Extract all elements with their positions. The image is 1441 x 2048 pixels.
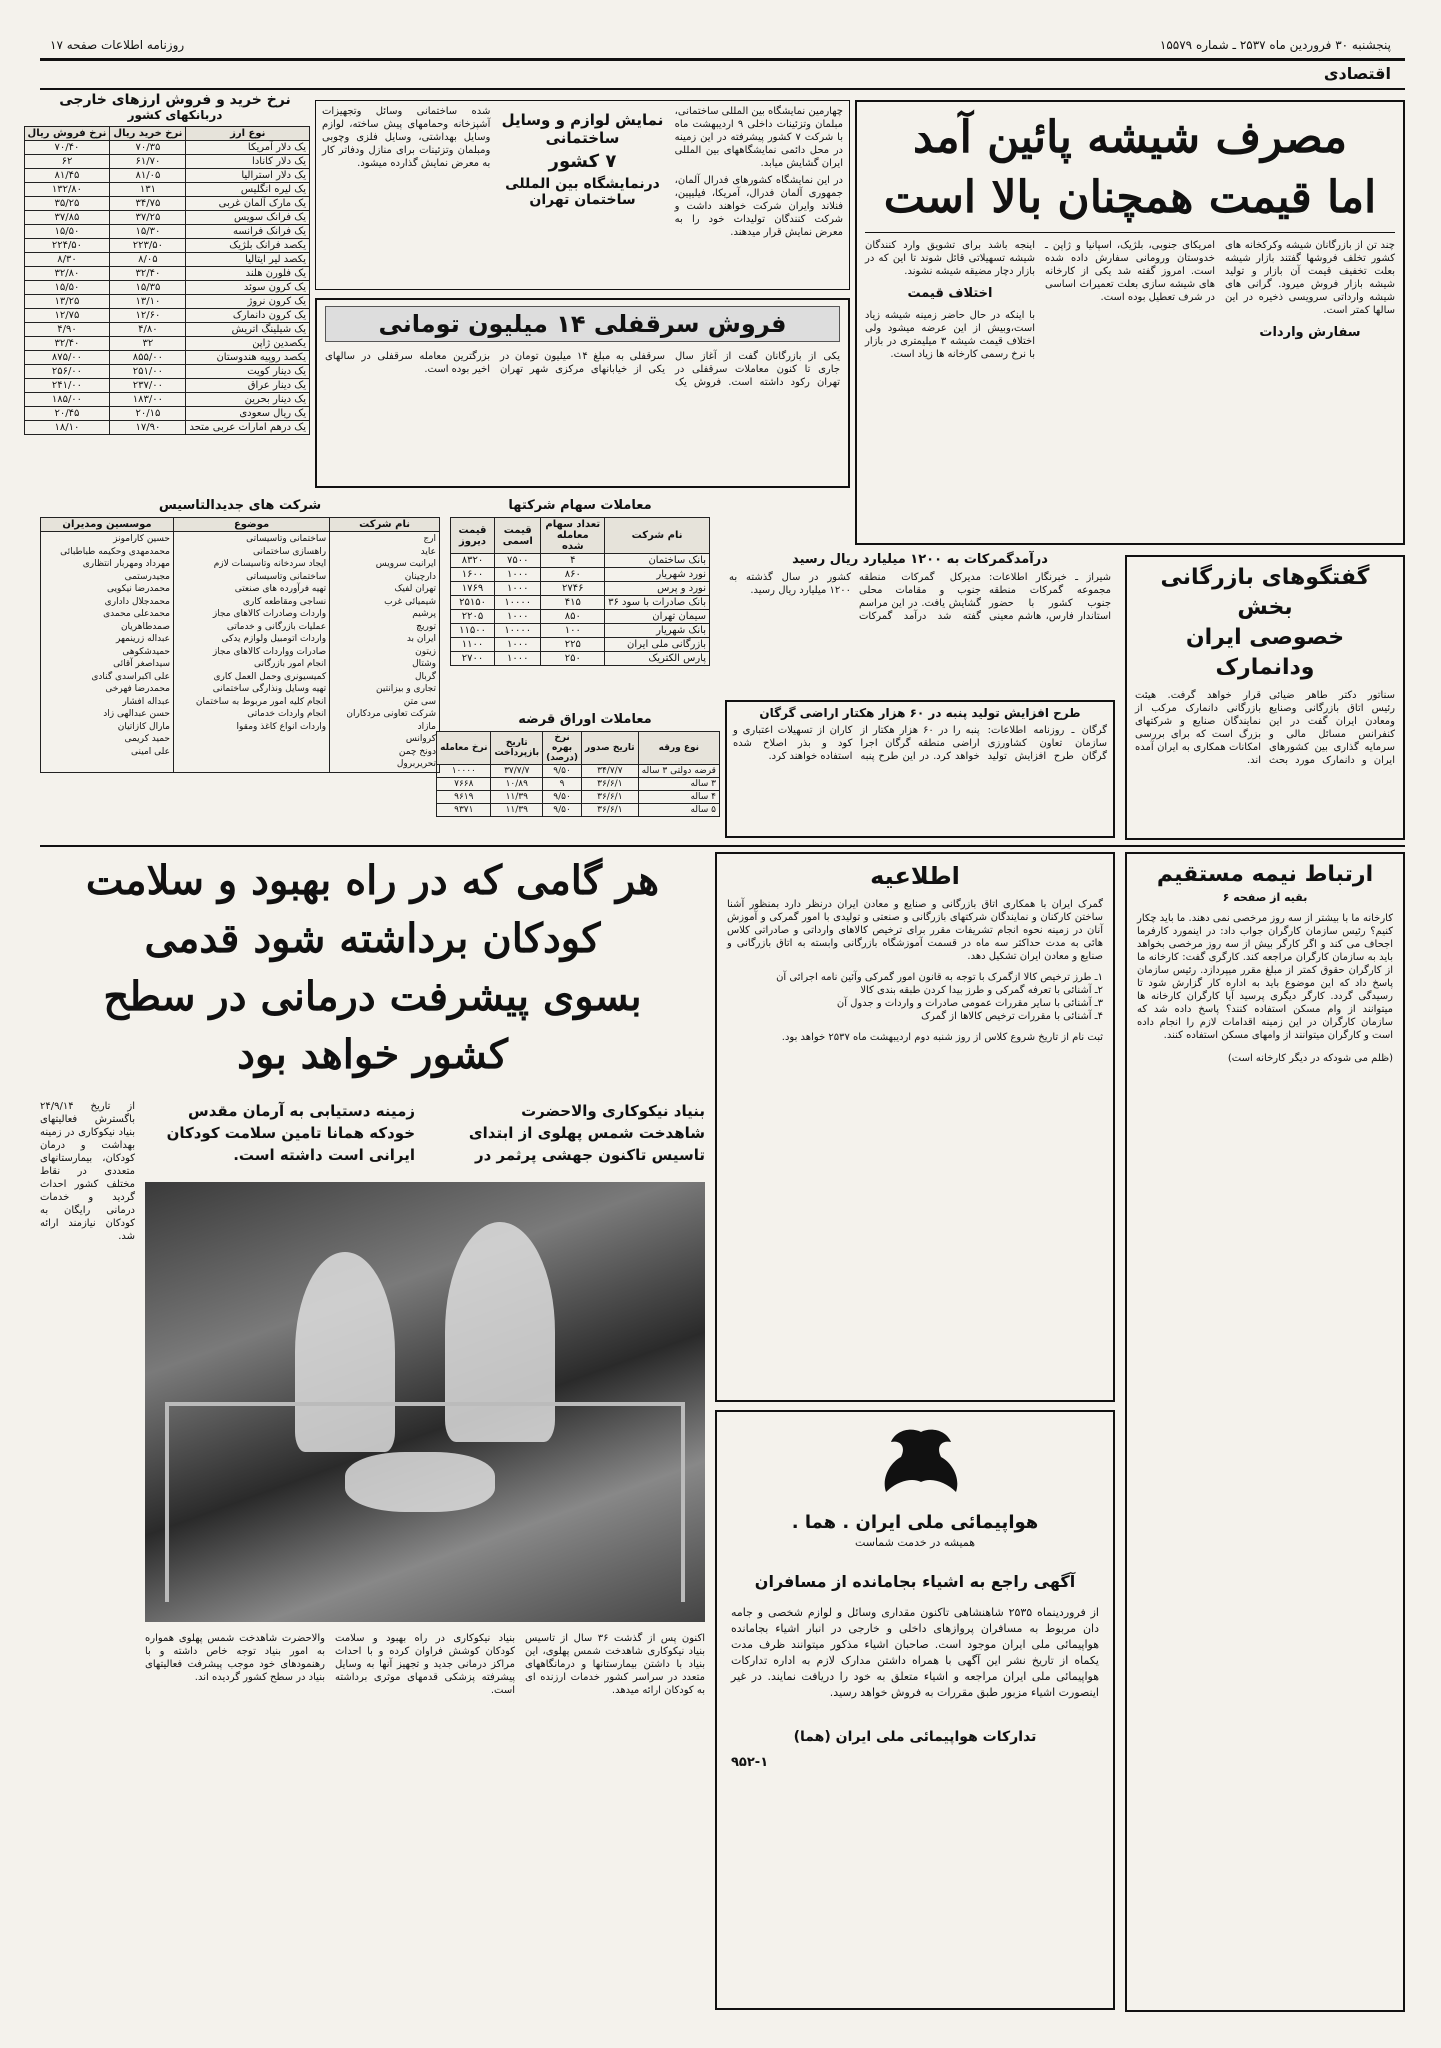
fx-row-cell: ۲۴۱/۰۰ [24, 379, 110, 393]
fx-row-cell: یک درهم امارات عربی متحد [186, 421, 310, 435]
bonds-row-cell: ۷۶۶۸ [437, 778, 491, 791]
shares-row-cell: ۱۰۰۰ [495, 610, 541, 624]
companies-col-founders: موسسین ومدیران [41, 518, 174, 532]
shares-row [451, 638, 710, 652]
customs-article [725, 550, 1115, 690]
talks-title-2: خصوصی ایران ودانمارک [1185, 625, 1345, 680]
notice-title: اطلاعیه [870, 862, 960, 890]
shares-row-cell: ۱۰۰۰۰ [495, 624, 541, 638]
fx-row-cell: ۳۲/۸۰ [24, 267, 110, 281]
fx-row-cell: یک فرانک سویس [186, 211, 310, 225]
shares-row [451, 610, 710, 624]
fx-row-cell: یک دلار کانادا [186, 155, 310, 169]
fx-row [24, 183, 309, 197]
bonds-row [437, 804, 720, 817]
cotton-body: گرگان ـ روزنامه اطلاعات: سازمان تعاون کشاورزی گرگان طرح افزایش تولید پنبه را در ۶۰ هزار هکتار از اراضی منطقه گرگان اجرا خواهد کرد. در این طرح پنبه کاران از تسهیلات اعتباری و کود و بذر اصلاح شده استفاده خواهند کرد. [733, 725, 1107, 762]
shares-row-cell: ۴۱۵ [541, 596, 605, 610]
shares-row-cell: ۱۰۰۰ [495, 582, 541, 596]
fx-row-cell: یک کرون سوئد [186, 281, 310, 295]
shares-row-cell: نورد و پرس [605, 582, 710, 596]
bonds-row-cell: ۳۶/۶/۱ [582, 791, 639, 804]
bonds-row-cell: ۹/۵۰ [543, 765, 582, 778]
expo-title-2: ۷ کشور [548, 151, 617, 172]
glass-subhead-price: اختلاف قیمت [907, 286, 993, 301]
shares-col-name: نام شرکت [605, 518, 710, 554]
talks-body: سناتور دکتر طاهر ضیائی رئیس اتاق بازرگانی وصنایع ومعادن ایران گفت در این کنفرانس مسائل مالی و سرمایه گذاری بین کشورهای ایران و دانمارک مورد بحث قرار خواهد گرفت. هیئت بازرگانی دانمارک مرکب از نمایندگان صنایع و شرکتهای بزرگ است که برای بررسی امکانات همکاری به ایران آمده اند. [1135, 690, 1395, 766]
children-sub-left-3: ایرانی است داشته است. [233, 1146, 415, 1164]
bonds-row-cell: قرضه دولتی ۳ ساله [638, 765, 719, 778]
shares-row-cell: ۱۰۰۰ [495, 568, 541, 582]
fx-row-cell: ۸۱/۴۵ [24, 169, 110, 183]
fx-row-cell: ۲۰/۴۵ [24, 407, 110, 421]
cotton-article [725, 700, 1115, 838]
fx-row [24, 197, 309, 211]
bonds-row-cell: ۱۰/۸۹ [491, 778, 543, 791]
bonds-row-cell: ۹/۵۰ [543, 804, 582, 817]
children-headline-3: بسوی پیشرفت درمانی در سطح [103, 973, 642, 1020]
bonds-col-maturity: تاریخ بازپرداخت [491, 732, 543, 765]
companies-col-name: نام شرکت [330, 518, 440, 532]
shares-table [450, 517, 710, 666]
homa-title: آگهی راجع به اشیاء بجامانده از مسافران [754, 1572, 1076, 1591]
bonds-row-cell: ۱۰۰۰۰ [437, 765, 491, 778]
shares-row [451, 624, 710, 638]
fx-row [24, 267, 309, 281]
semi-continued: بقیه از صفحه ۶ [1222, 891, 1308, 904]
fx-row-cell: ۱۵/۵۰ [24, 281, 110, 295]
fx-row-cell: ۱۳۲/۸۰ [24, 183, 110, 197]
bonds-row-cell: ۳۶/۶/۱ [582, 778, 639, 791]
children-headline-1: هر گامی که در راه بهبود و سلامت [85, 857, 660, 904]
fx-row-cell: ۱۸۵/۰۰ [24, 393, 110, 407]
children-col-mid-1: اکنون پس از گذشت ۳۶ سال از تاسیس بنیاد نیکوکاری شاهدخت شمس پهلوی، این بنیاد با داشتن بیمارستانها و درمانگاههای متعدد در سراسر کشور خدمات ارزنده ای به کودکان ارائه میدهد. [525, 1633, 705, 1696]
fx-row-cell: ۴/۹۰ [24, 323, 110, 337]
fx-row-cell: یک دینار کویت [186, 365, 310, 379]
fx-row-cell: یک فرانک فرانسه [186, 225, 310, 239]
fx-row-cell: ۱۵/۳۰ [110, 225, 186, 239]
fx-row-cell: یکصد لیر ایتالیا [186, 253, 310, 267]
talks-article [1125, 555, 1405, 840]
fx-row-cell: ۱۳/۱۰ [110, 295, 186, 309]
shares-row-cell: ۱۰۰۰ [495, 652, 541, 666]
fx-row-cell: ۷۰/۴۰ [24, 141, 110, 155]
expo-article [315, 100, 850, 290]
fx-row-cell: ۱۸۳/۰۰ [110, 393, 186, 407]
fx-row [24, 337, 309, 351]
fx-row-cell: ۶۲ [24, 155, 110, 169]
bonds-row-cell: ۳۴/۷/۷ [582, 765, 639, 778]
bonds-row-cell: ۱۱/۳۹ [491, 804, 543, 817]
fx-table [24, 126, 310, 435]
companies-names: ارج عاید ایرانیت سرویس دارچینان تهران لفیک شیمیائی غرب پرشیم توریچ ایران بد زیتون وشتال گربال تجاری و بیزانتین سی متن شرکت تعاونی مردکاران مازاد کروانس دونخ چمن تحریربرول [330, 532, 440, 773]
children-headline-2: کودکان برداشته شود قدمی [144, 915, 601, 962]
header-page-info: روزنامه اطلاعات صفحه ۱۷ [50, 38, 185, 52]
children-sub-left-2: خودکه همانا تامین سلامت کودکان [166, 1124, 415, 1142]
fx-col-sell: نرخ فروش ریال [24, 127, 110, 141]
fx-row-cell: یک لیره انگلیس [186, 183, 310, 197]
children-article [40, 852, 705, 2012]
shares-row [451, 652, 710, 666]
shares-row-cell: ۲۷۴۶ [541, 582, 605, 596]
shares-row-cell: ۲۲۵ [541, 638, 605, 652]
section-label: اقتصادی [1323, 64, 1391, 83]
children-photo [145, 1182, 705, 1622]
notice-items: ۱ـ طرز ترخیص کالا ازگمرک با توجه به قانون امور گمرکی وآئین نامه اجرائی آن ۲ـ آشنائی با تعرفه گمرکی و طرز بیدا کردن طبقه بندی کالا ۳ـ آشنائی با سایر مقررات عمومی صادرات و واردات و جدول آن ۴ـ آشنائی با مقررات ترخیص کالاها از گمرک [776, 972, 1103, 1022]
customs-body: شیراز ـ خبرنگار اطلاعات: مجموعه گمرکات منطقه جنوب کشور با حضور استاندار فارس، هاشم معینی مدیرکل گمرکات منطقه جنوب و مقامات محلی گشایش یافت. در این مراسم گفته شد درآمد گمرکات کشور در سال گذشته به ۱۲۰۰ میلیارد ریال رسید. [729, 572, 1111, 622]
fx-subtitle: دربانکهای کشور [127, 108, 223, 122]
shares-row-cell: بانک شهریار [605, 624, 710, 638]
expo-body-3: شده ساختمانی وسائل وتجهیزات آشپزخانه وحمامهای پیش ساخته، لوازم وسایل بهداشتی، وسایل فلزی وچوبی ومبلمان وتزئینات برای منازل ودفاتر کار به معرض نمایش گذارده میشود. [322, 106, 491, 169]
bonds-row-cell: ۹/۵۰ [543, 791, 582, 804]
shares-row-cell: ۲۵۱۵۰ [451, 596, 495, 610]
shares-row-cell: بانک صادرات با سود ۳۶ [605, 596, 710, 610]
shares-title: معاملات سهام شرکتها [508, 498, 652, 513]
shares-row [451, 582, 710, 596]
fx-row [24, 407, 309, 421]
shares-row-cell: ۲۲۰۵ [451, 610, 495, 624]
fx-row-cell: ۳۲/۴۰ [110, 267, 186, 281]
fx-row-cell: ۸۱/۰۵ [110, 169, 186, 183]
fx-row-cell: ۸/۳۰ [24, 253, 110, 267]
fx-row-cell: ۱۵/۵۰ [24, 225, 110, 239]
fx-row-cell: ۱۲/۷۵ [24, 309, 110, 323]
glass-body-2: امریکای جنوبی، بلژیک، اسپانیا و ژاپن ـ خدوستان ورومانی سفارش داده شده است. امروز گفته شد یکی از کارخانه های شیشه سازی بعلت تعمیرات اساسی در شرف تعطیل بوده است. [1045, 240, 1215, 303]
fx-row-cell: ۶۱/۷۰ [110, 155, 186, 169]
cotton-title: طرح افزایش تولید پنبه در ۶۰ هزار هکتار اراضی گرگان [759, 706, 1081, 720]
fx-row [24, 421, 309, 435]
expo-title-3: درنمایشگاه بین المللی ساختمان تهران [505, 176, 660, 208]
fx-row-cell: یک مارک آلمان غربی [186, 197, 310, 211]
shares-row [451, 554, 710, 568]
glass-body-3: اینجه باشد برای تشویق وارد کنندگان شیشه تسهیلاتی قائل شوند تا این که در بازار دچار مضیقه شیشه نشوند. [865, 240, 1035, 277]
fx-row [24, 351, 309, 365]
bonds-col-type: نوع ورقه [638, 732, 719, 765]
fx-row-cell: ۷۰/۳۵ [110, 141, 186, 155]
notice-body: گمرک ایران با همکاری اتاق بازرگانی و صنایع و معادن ایران درنظر دارد بمنظور آشنا ساختن کارکنان و نمایندگان شرکتهای بازرگانی و صنعتی و تولیدی با امور گمرکی و آموزش آنان در زمینه نحوه انجام تشریفات مقرر برای ترخیص کالاهای وارداتی و صادراتی کلاس هائی به مدت حداکثر سه ماه در قسمت آموزشگاه بازرگانی وابسته به اتاق بازرگانی و صنایع و معادن ایران تشکیل دهد. [727, 899, 1103, 962]
semi-sign: (ظلم می شودکه در دیگر کارخانه است) [1227, 1053, 1393, 1064]
children-sub-right-2: شاهدخت شمس پهلوی از ابتدای [468, 1124, 705, 1142]
fx-row-cell: یک دلار استرالیا [186, 169, 310, 183]
fx-row-cell: ۲۲۴/۵۰ [24, 239, 110, 253]
homa-code: ۹۵۲-۱ [731, 1755, 769, 1770]
fx-row [24, 309, 309, 323]
fx-row [24, 239, 309, 253]
children-sub-right-3: تاسیس تاکنون جهشی پرثمر در [474, 1146, 705, 1164]
bonds-row-cell: ۴ ساله [638, 791, 719, 804]
sarghofli-article [315, 298, 850, 488]
children-col-mid-3: والاحضرت شاهدخت شمس پهلوی همواره به امور بنیاد توجه خاص داشته و با رهنمودهای خود موجب پیشرفت فعالیتهای بنیاد در سطح کشور گردیده اند. [145, 1633, 325, 1683]
shares-row-cell: پارس الکتریک [605, 652, 710, 666]
fx-row [24, 211, 309, 225]
shares-row-cell: ۱۰۰۰ [495, 638, 541, 652]
fx-row-cell: یک شیلینگ اتریش [186, 323, 310, 337]
semi-article [1125, 852, 1405, 2012]
fx-col-currency: نوع ارز [186, 127, 310, 141]
fx-row-cell: یکصدین ژاپن [186, 337, 310, 351]
fx-row [24, 281, 309, 295]
fx-row-cell: یکصد فرانک بلژیک [186, 239, 310, 253]
fx-row-cell: ۳۲ [110, 337, 186, 351]
fx-row [24, 393, 309, 407]
shares-col-price: قیمت دیروز [451, 518, 495, 554]
fx-row [24, 225, 309, 239]
fx-title: نرخ خرید و فروش ارزهای خارجی [59, 92, 291, 108]
shares-row-cell: ۱۷۶۹ [451, 582, 495, 596]
bonds-col-date: تاریخ صدور [582, 732, 639, 765]
notice-footer: ثبت نام از تاریخ شروع کلاس از روز شنبه دوم اردیبهشت ماه ۲۵۳۷ خواهد بود. [781, 1032, 1103, 1043]
fx-row [24, 253, 309, 267]
homa-body: از فروردینماه ۲۵۳۵ شاهنشاهی تاکنون مقداری وسائل و لوازم شخصی و جامه دان مربوط به مسافران پروازهای داخلی و خارجی در انبار اشیاء بجامانده هواپیمائی ملی ایران موجود است. صاحبان اشیاء مذکور میتوانند ظرف مدت یکماه از تاریخ نشر این آگهی با همراه داشتن مدارک لازم به اداره تدارکات هواپیمائی ملی ایران مراجعه و اشیاء متعلق به خود را دریافت نمایند. در غیر اینصورت اشیاء مزبور طبق مقررات به فروش خواهد رسید. [731, 1606, 1099, 1699]
companies-table [40, 517, 440, 773]
fx-row-cell: ۸۵۵/۰۰ [110, 351, 186, 365]
header-issue-info: پنجشنبه ۳۰ فروردین ماه ۲۵۳۷ ـ شماره ۱۵۵۷۹ [1159, 38, 1391, 52]
shares-row-cell: ۴ [541, 554, 605, 568]
fx-row [24, 141, 309, 155]
bonds-row [437, 791, 720, 804]
semi-body: کارخانه ما با بیشتر از سه روز مرخصی نمی دهند. ما باید چکار کنیم؟ رئیس سازمان کارگران جواب داد: در اینمورد کارفرما اجحاف می کند و اگر کارگر بیش از سه روز مرخصی بخواهد باید به سازمان کارگران مراجعه کند. کارگری گفت: کارخانه ما از کارگران حقوق کمتر از مبلغ مقرر میپردازد. رئیس سازمان پاسخ داد که این موضوع باید به اداره کار گزارش شود تا رسیدگی گردد. کارگر دیگری پرسید آیا کارگران کارخانه ها میتوانند از وام مسکن استفاده کنند؟ پاسخ داده شد که سازمان کارگران در این زمینه اقدامات لازم را انجام داده است و کارگران میتوانند از وامهای مسکن استفاده کنند. [1137, 913, 1393, 1041]
shares-row-cell: بانک ساختمان [605, 554, 710, 568]
fx-row-cell: ۳۷/۸۵ [24, 211, 110, 225]
companies-subjects: ساختمانی وتاسیساتی راهسازی ساختمانی ایجاد سردخانه وتاسیسات لازم ساختمانی وتاسیساتی تهیه فرآورده های صنعتی نساجی ومقاطعه کاری واردات وصادرات کالاهای مجاز عملیات بازرگانی و خدماتی واردات اتومبیل ولوازم یدکی صادرات وواردات کالاهای مجاز انجام امور بازرگانی کمیسیونری وحمل العمل کاری تهیه وسایل ونذارگی ساختمانی انجام کلیه امور مربوط به ساختمان انجام واردات خدماتی واردات انواع کاغذ ومقوا [173, 532, 329, 773]
shares-row-cell: ۲۷۰۰ [451, 652, 495, 666]
sarghofli-title: فروش سرقفلی ۱۴ میلیون تومانی [325, 306, 840, 342]
fx-row-cell: ۱۲/۶۰ [110, 309, 186, 323]
shares-row-cell: ۸۶۰ [541, 568, 605, 582]
fx-row-cell: ۲۳۷/۰۰ [110, 379, 186, 393]
fx-row-cell: ۴/۸۰ [110, 323, 186, 337]
fx-row-cell: یک کرون نروژ [186, 295, 310, 309]
shares-row-cell: ۷۵۰۰ [495, 554, 541, 568]
shares-row-cell: نورد شهریار [605, 568, 710, 582]
fx-row-cell: ۳۲/۴۰ [24, 337, 110, 351]
glass-article [855, 100, 1405, 545]
shares-row-cell: ۱۰۰ [541, 624, 605, 638]
shares-row-cell: ۸۵۰ [541, 610, 605, 624]
bonds-title: معاملات اوراق قرضه [518, 712, 652, 727]
fx-row-cell: یکصد روپیه هندوستان [186, 351, 310, 365]
companies-title: شرکت های جدیدالتاسیس [158, 498, 322, 513]
fx-row [24, 169, 309, 183]
shares-row-cell: ۲۵۰ [541, 652, 605, 666]
fx-row-cell: یک دینار بحرین [186, 393, 310, 407]
homa-brand: هواپیمائی ملی ایران . هما . [791, 1512, 1039, 1533]
fx-row-cell: ۱۷/۹۰ [110, 421, 186, 435]
shares-row-cell: ۱۱۵۰۰ [451, 624, 495, 638]
fx-row-cell: ۲۵۶/۰۰ [24, 365, 110, 379]
sarghofli-body: یکی از بازرگانان گفت از آغاز سال جاری تا کنون معاملات سرقفلی در تهران رکود داشته است. فروش یک سرقفلی به مبلغ ۱۴ میلیون تومان در یکی از خیابانهای مرکزی شهر تهران بزرگترین معامله سرقفلی در سالهای اخیر بوده است. [325, 351, 840, 388]
fx-col-buy: نرخ خرید ریال [110, 127, 186, 141]
glass-body-4: با اینکه در حال حاضر زمینه شیشه زیاد است،وبیش از این عرضه میشود ولی اختلاف قیمت شیشه ۳ میلیمتری در بازار با نرخ رسمی کارخانه ها زیاد است. [865, 310, 1035, 360]
notice-article [715, 852, 1115, 1402]
shares-col-count: تعداد سهام معامله شده [541, 518, 605, 554]
fx-row-cell: ۱۳۱ [110, 183, 186, 197]
glass-headline-1: مصرف شیشه پائین آمد [912, 112, 1348, 163]
fx-row-cell: یک کرون دانمارک [186, 309, 310, 323]
companies-founders: حسین کارامونز محمدمهدی وحکیمه طباطبائی مهرداد ومهربار انتظاری مجیدرستمی محمدرضا نیکویی محمدجلال داداری محمدعلی محمدی صمدطاهریان عبداله زرینمهر حمیدشکوهی سیداصغر آقائی علی اکبراسدی گنادی محمدرضا فهرخی عبداله افشار حسن عبدالهی زاد مارال کازاتیان حمید کریمی علی امینی [41, 532, 174, 773]
children-sub-left-1: زمینه دستیابی به آرمان مقدس [188, 1102, 415, 1120]
fx-section [27, 92, 310, 497]
bonds-section [440, 712, 720, 837]
shares-section [450, 498, 710, 708]
fx-row-cell: ۲۵۱/۰۰ [110, 365, 186, 379]
shares-col-nominal: قیمت اسمی [495, 518, 541, 554]
talks-title-1: گفتگوهای بازرگانی بخش [1160, 565, 1370, 620]
children-headline-4: کشور خواهد بود [237, 1031, 508, 1078]
homa-logo-icon [871, 1422, 971, 1512]
shares-row-cell: سیمان تهران [605, 610, 710, 624]
companies-section [40, 498, 440, 848]
fx-row [24, 379, 309, 393]
fx-row-cell: ۳۴/۷۵ [110, 197, 186, 211]
shares-row-cell: ۸۳۲۰ [451, 554, 495, 568]
bonds-row-cell: ۹۶۱۹ [437, 791, 491, 804]
bonds-col-rate: نرخ بهره (درصد) [543, 732, 582, 765]
homa-slogan: همیشه در خدمت شماست [854, 1536, 976, 1549]
fx-row-cell: ۱۳/۲۵ [24, 295, 110, 309]
fx-row-cell: ۲۰/۱۵ [110, 407, 186, 421]
fx-row-cell: ۸۷۵/۰۰ [24, 351, 110, 365]
fx-row [24, 295, 309, 309]
companies-col-subject: موضوع [173, 518, 329, 532]
fx-row [24, 365, 309, 379]
bonds-col-price: نرخ معامله [437, 732, 491, 765]
fx-row-cell: ۸/۰۵ [110, 253, 186, 267]
fx-row-cell: ۱۵/۳۵ [110, 281, 186, 295]
fx-row [24, 155, 309, 169]
fx-row-cell: یک دلار آمریکا [186, 141, 310, 155]
shares-row [451, 568, 710, 582]
shares-row-cell: ۱۶۰۰ [451, 568, 495, 582]
shares-row-cell: ۱۰۰۰۰ [495, 596, 541, 610]
children-col-left: از تاریخ ۲۴/۹/۱۴ باگسترش فعالیتهای بنیاد نیکوکاری در زمینه بهداشت و درمان کودکان، بیمارستانهای متعددی در نقاط مختلف کشور احداث گردید و خدمات درمانی رایگان به کودکان نیازمند ارائه شد. [40, 1101, 135, 1242]
shares-row [451, 596, 710, 610]
glass-body-1: چند تن از بازرگانان شیشه وکرکخانه های کشور تخلف فروشها گفتند بازار شیشه بعلت تخفیف قیمت آن بازار و تولید شیشه بازار فروش میرود. گرانی های شیشه وارداتی سرویسی ذخیره در این سالها کمتر است. [1225, 240, 1395, 316]
fx-row-cell: ۲۲۳/۵۰ [110, 239, 186, 253]
fx-row-cell: ۳۵/۲۵ [24, 197, 110, 211]
homa-ad [715, 1410, 1115, 2010]
bonds-row-cell: ۳۷/۷/۷ [491, 765, 543, 778]
expo-title-1: نمایش لوازم و وسایل ساختمانی [501, 111, 664, 147]
semi-title: ارتباط نیمه مستقیم [1156, 862, 1374, 887]
bonds-row-cell: ۱۱/۳۹ [491, 791, 543, 804]
expo-body-2: در این نمایشگاه کشورهای فدرال آلمان، جمهوری آلمان فدرال، آمریکا، فیلیپین، فنلاند وایران شرکت خواهند داشت و شرکت کنندگان تولیدات خود را به معرض نمایش قرار میدهند. [674, 175, 843, 238]
bonds-row-cell: ۹ [543, 778, 582, 791]
homa-sign: تدارکات هواپیمائی ملی ایران (هما) [793, 1729, 1037, 1745]
fx-row-cell: ۱۸/۱۰ [24, 421, 110, 435]
bonds-row [437, 765, 720, 778]
shares-row-cell: ۱۱۰۰ [451, 638, 495, 652]
bonds-table [436, 731, 720, 817]
customs-title: درآمدگمرکات به ۱۲۰۰ میلیارد ریال رسید [792, 552, 1048, 567]
bonds-row-cell: ۵ ساله [638, 804, 719, 817]
fx-row [24, 323, 309, 337]
fx-row-cell: یک فلورن هلند [186, 267, 310, 281]
glass-headline-2: اما قیمت همچنان بالا است [883, 172, 1377, 223]
shares-row-cell: بازرگانی ملی ایران [605, 638, 710, 652]
expo-body-1: چهارمین نمایشگاه بین المللی ساختمانی، مبلمان وتزئینات داخلی ۹ اردیبهشت ماه با شرکت ۷ کشور پیشرفته در این زمینه در محل دائمی نمایشگاههای بین المللی ایران گشایش میابد. [674, 106, 843, 169]
bonds-row-cell: ۳ ساله [638, 778, 719, 791]
glass-subhead-orders: سفارش واردات [1259, 325, 1361, 340]
bonds-row-cell: ۳۶/۶/۱ [582, 804, 639, 817]
fx-row-cell: یک دینار عراق [186, 379, 310, 393]
bonds-row-cell: ۹۳۷۱ [437, 804, 491, 817]
fx-row-cell: یک ریال سعودی [186, 407, 310, 421]
children-col-mid-2: بنیاد نیکوکاری در راه بهبود و سلامت کودکان کوشش فراوان کرده و با احداث مراکز درمانی جدید و تجهیز آنها به وسایل پیشرفته پزشکی قدمهای موثری برداشته است. [335, 1633, 515, 1696]
children-sub-right-1: بنیاد نیکوکاری والاحضرت [521, 1102, 705, 1120]
bonds-row [437, 778, 720, 791]
fx-row-cell: ۳۷/۲۵ [110, 211, 186, 225]
